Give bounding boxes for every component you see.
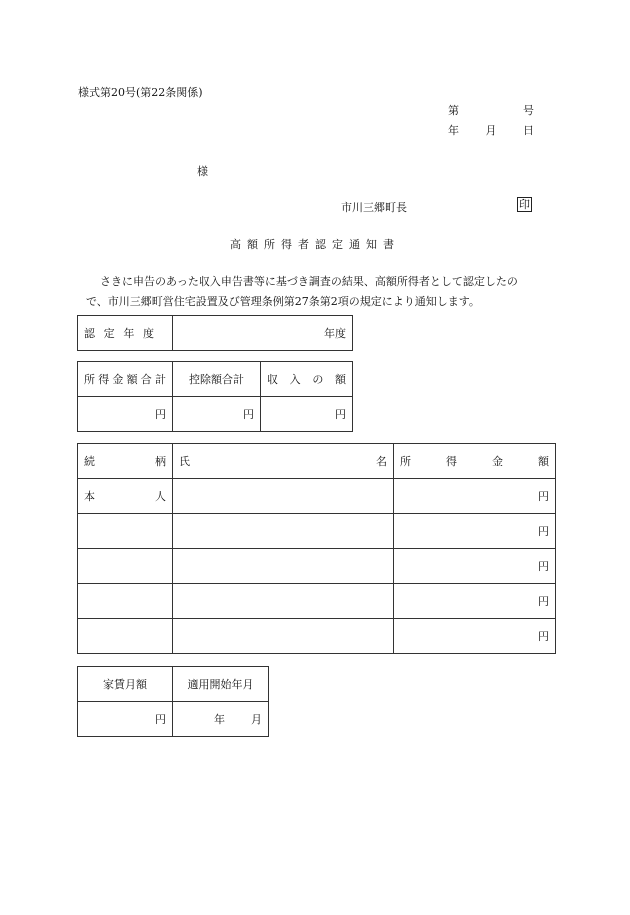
label-char: 年 [123, 327, 135, 340]
header-start-month: 適用開始年月 [173, 667, 269, 702]
document-number-line [448, 102, 534, 118]
table-row [78, 549, 556, 584]
addressee-suffix: 様 [197, 165, 208, 178]
header-char: 柄 [155, 455, 166, 468]
date-month: 月 [485, 124, 497, 137]
deduction-total-cell: 円 [173, 397, 261, 432]
income-amount-cell: 円 [261, 397, 353, 432]
header-char: 所 [84, 373, 95, 386]
name-cell [173, 514, 394, 549]
notice-body [78, 272, 556, 312]
household-members-table [77, 443, 556, 654]
header-char: 額 [538, 455, 549, 468]
certified-year-table [77, 315, 353, 351]
relation-char: 人 [155, 490, 166, 503]
header-char: 入 [289, 373, 301, 386]
label-char: 定 [103, 327, 115, 340]
total-income-cell: 円 [78, 397, 173, 432]
relation-cell [78, 479, 173, 514]
header-char: 額 [334, 373, 346, 386]
monthly-rent-cell: 円 [78, 702, 173, 737]
relation-cell [78, 514, 173, 549]
start-month-cell [173, 702, 269, 737]
name-cell [173, 549, 394, 584]
relation-cell [78, 549, 173, 584]
notice-line-2: で、市川三郷町営住宅設置及び管理条例第27条第2項の規定により通知します。 [86, 295, 480, 308]
table-row [78, 619, 556, 654]
relation-char: 本 [84, 490, 95, 503]
issuer-name: 市川三郷町長 [341, 201, 407, 214]
income-cell: 円 [394, 584, 556, 619]
header-char: の [312, 373, 324, 386]
date-day: 日 [523, 124, 534, 137]
income-summary-table [77, 361, 353, 432]
rent-table [77, 666, 269, 737]
income-cell: 円 [394, 479, 556, 514]
header-total-income [78, 362, 173, 397]
name-cell [173, 619, 394, 654]
header-deduction-total: 控除額合計 [173, 362, 261, 397]
certified-year-value: 年度 [173, 316, 353, 351]
certified-year-label [78, 316, 173, 351]
form-number: 様式第20号(第22条関係) [78, 86, 203, 99]
header-char: 続 [84, 455, 95, 468]
header-char: 所 [400, 455, 411, 468]
header-char: 計 [154, 373, 166, 386]
table-row [78, 514, 556, 549]
number-suffix: 号 [523, 104, 534, 117]
header-monthly-rent: 家賃月額 [78, 667, 173, 702]
date-year: 年 [448, 124, 459, 137]
label-char: 認 [84, 327, 95, 340]
header-char: 名 [376, 455, 387, 468]
header-relation [78, 444, 173, 479]
header-income [394, 444, 556, 479]
header-char: 氏 [179, 455, 190, 468]
notice-line-1: さきに申告のあった収入申告書等に基づき調査の結果、高額所得者として認定したの [100, 275, 518, 288]
header-char: 収 [267, 373, 278, 386]
header-char: 得 [98, 373, 110, 386]
start-month-label: 月 [251, 713, 262, 726]
header-char: 合 [140, 373, 152, 386]
date-line [448, 122, 534, 138]
relation-cell [78, 584, 173, 619]
header-char: 金 [492, 455, 503, 468]
relation-cell [78, 619, 173, 654]
name-cell [173, 584, 394, 619]
header-name [173, 444, 394, 479]
table-row [78, 479, 556, 514]
name-cell [173, 479, 394, 514]
header-char: 得 [446, 455, 457, 468]
header-income-amount [261, 362, 353, 397]
seal-box: 印 [519, 198, 530, 211]
income-cell: 円 [394, 549, 556, 584]
table-row [78, 584, 556, 619]
number-prefix: 第 [448, 104, 459, 117]
document-title: 高額所得者認定通知書 [230, 238, 400, 251]
income-cell: 円 [394, 514, 556, 549]
header-char: 金 [112, 373, 124, 386]
header-char: 額 [126, 373, 138, 386]
income-cell: 円 [394, 619, 556, 654]
label-char: 度 [142, 327, 154, 340]
start-year-label: 年 [214, 713, 225, 726]
